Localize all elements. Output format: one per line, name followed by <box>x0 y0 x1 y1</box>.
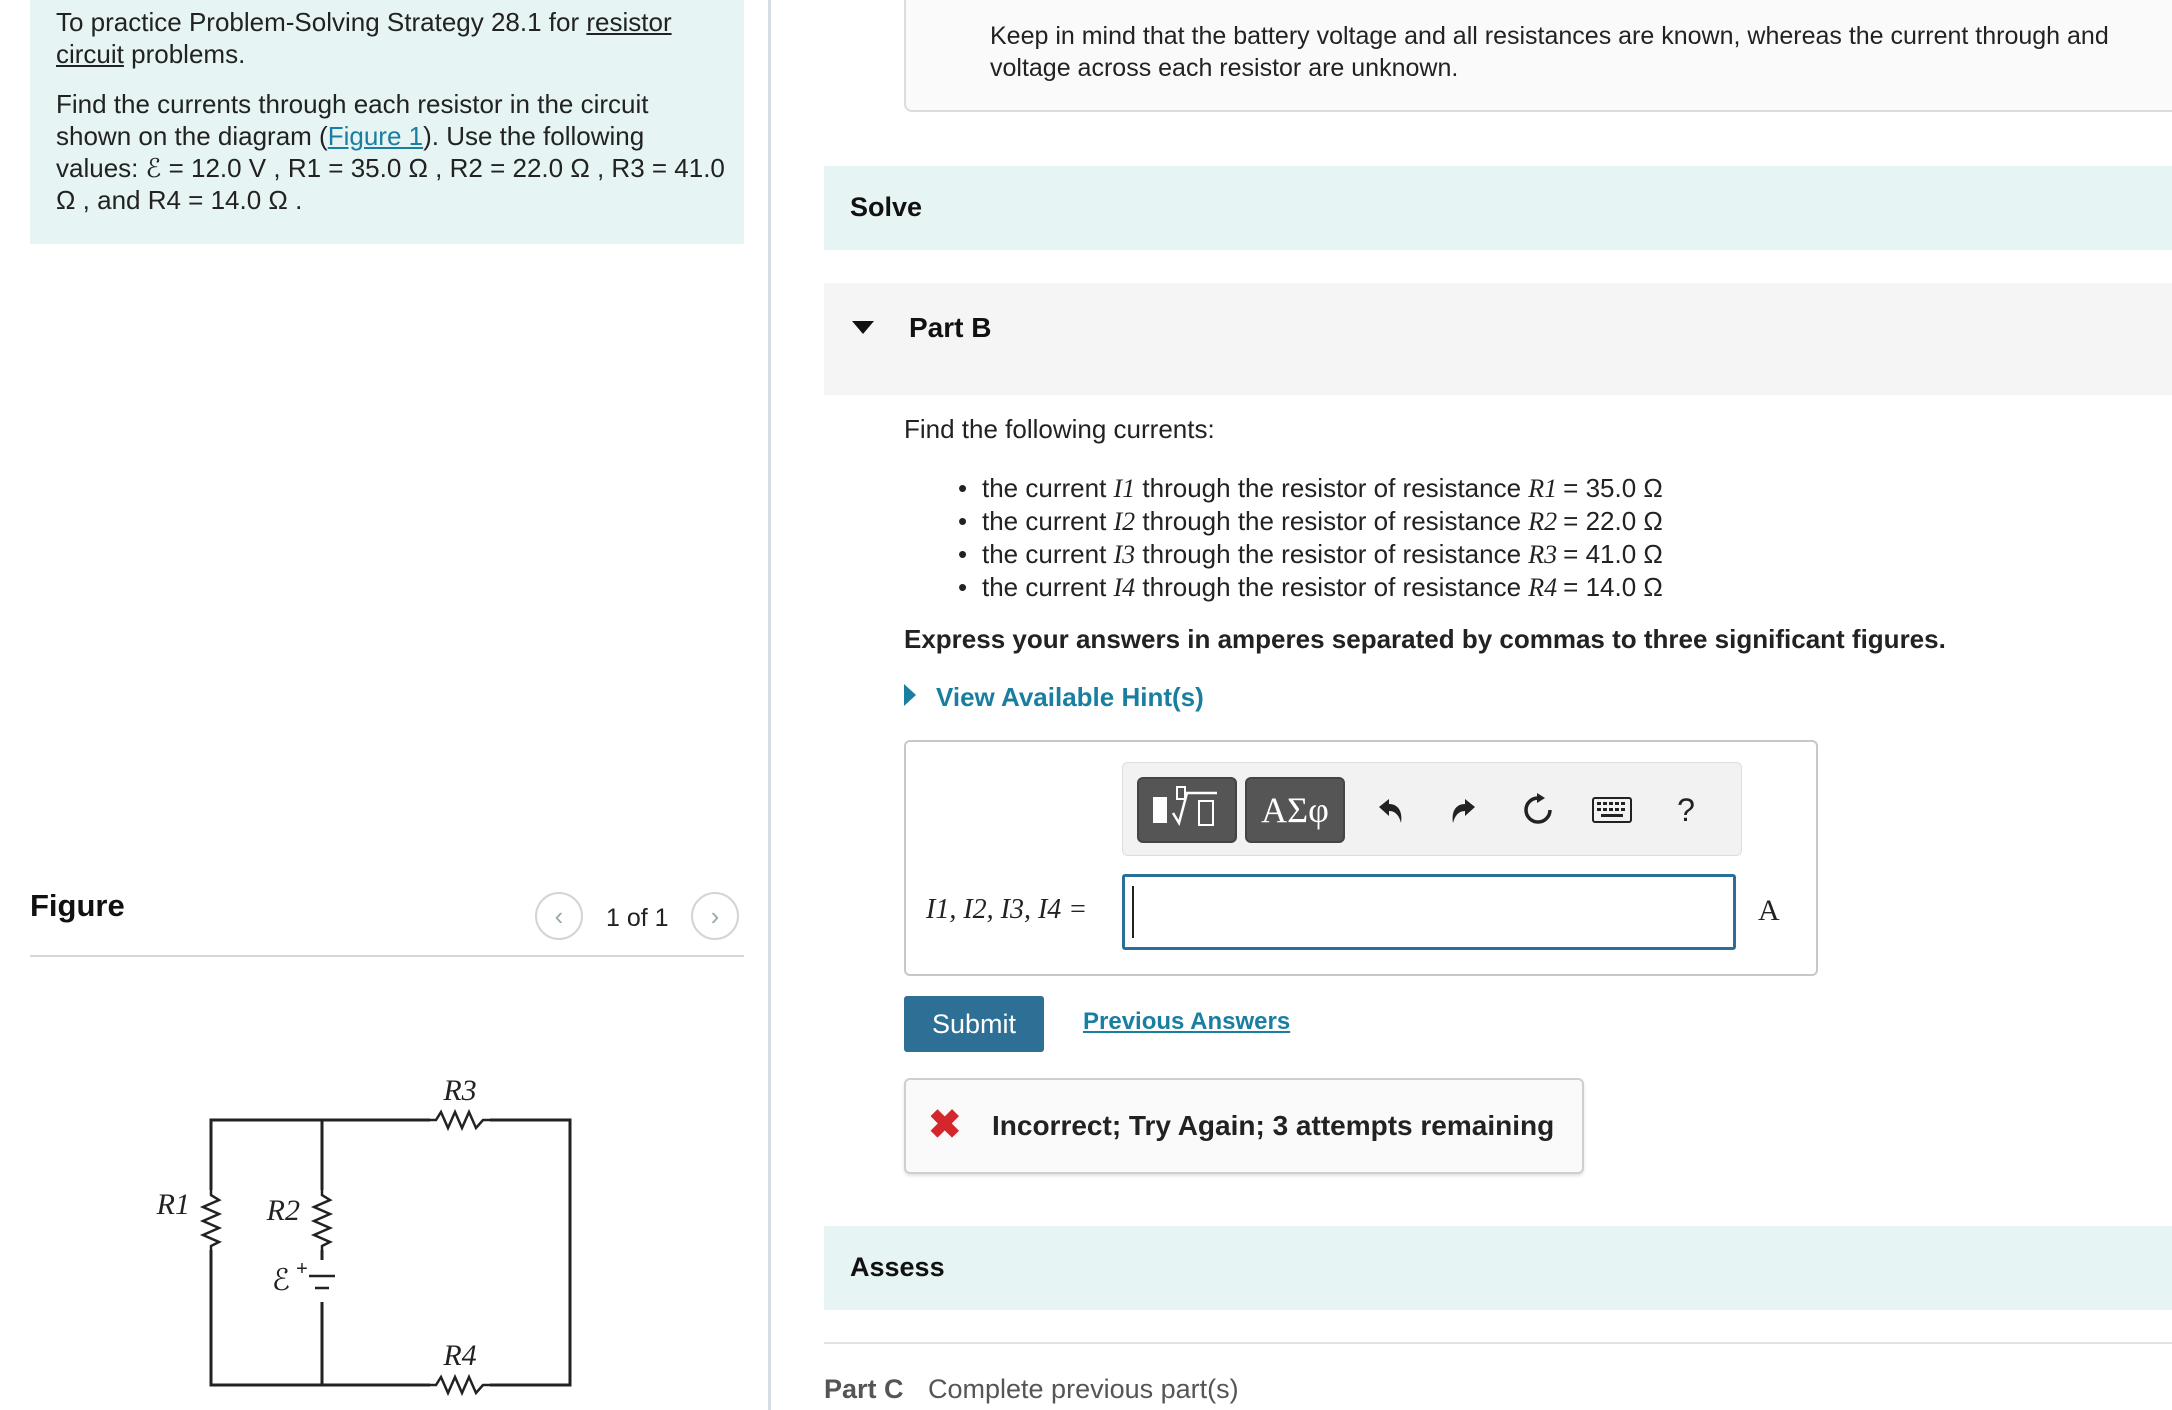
part-b-header[interactable] <box>824 283 2172 395</box>
redo-icon <box>1447 793 1481 827</box>
caret-down-icon[interactable] <box>852 321 874 334</box>
answer-instruction: Express your answers in amperes separated by commas to three significant figures. <box>904 624 1946 654</box>
previous-answers-link[interactable]: Previous Answers <box>1083 1008 1291 1035</box>
keep-in-mind-card <box>904 0 2172 112</box>
keyboard-icon <box>1592 797 1632 823</box>
label-r4: R4 <box>443 1339 477 1372</box>
part-c-status: Complete previous part(s) <box>928 1374 1239 1404</box>
given-values: ℰ = 12.0 V , R1 = 35.0 Ω , R2 = 22.0 Ω , R3 = 41.0 Ω , and R4 = 14.0 Ω . <box>56 153 725 215</box>
problem-intro <box>30 0 744 244</box>
undo-icon <box>1373 793 1407 827</box>
undo-button[interactable] <box>1363 783 1417 837</box>
help-button[interactable]: ? <box>1677 791 1695 828</box>
circuit-frame-wire <box>211 1120 570 1385</box>
reset-icon <box>1520 792 1556 828</box>
figure-next-button[interactable] <box>691 892 739 940</box>
circuit-diagram <box>140 1060 600 1410</box>
keep-in-mind-text: Keep in mind that the battery voltage and all resistances are known, whereas the current through and voltage across each resistor are unknown. <box>990 22 2109 82</box>
unit-label: A <box>1758 894 1780 927</box>
label-emf: ℰ <box>271 1264 290 1297</box>
assess-section-header <box>824 1226 2172 1310</box>
redo-button[interactable] <box>1437 783 1491 837</box>
feedback-message <box>904 1078 1584 1174</box>
resistor-circuit-link[interactable]: resistor circuit <box>56 7 672 69</box>
label-plus: + <box>296 1258 308 1280</box>
label-r3: R3 <box>443 1074 477 1107</box>
intro-find-text: Find the currents through each resistor in the circuit shown on the diagram (Figure 1). Use the following values: ℰ = 12.0 V , R1 = 35.0 Ω , R2 = 22.0 Ω , R3 = 41.0 Ω , and R4 = 14.0 Ω . <box>56 89 725 215</box>
figure-prev-button[interactable] <box>535 892 583 940</box>
chevron-left-icon: ‹ <box>554 900 564 931</box>
answer-input[interactable] <box>1122 874 1736 950</box>
submit-button[interactable]: Submit <box>904 996 1044 1052</box>
chevron-right-icon: › <box>710 900 720 931</box>
feedback-text: Incorrect; Try Again; 3 attempts remaining <box>992 1110 1555 1141</box>
templates-button[interactable] <box>1137 777 1237 843</box>
math-toolbar <box>1122 762 1742 856</box>
figure-divider <box>30 955 744 957</box>
problem-panel <box>0 0 770 1410</box>
solve-label: Solve <box>850 192 923 222</box>
assess-label: Assess <box>850 1252 945 1282</box>
current-item: • the current I1 through the resistor of resistance R1 = 35.0 Ω <box>958 472 1663 505</box>
part-c-title: Part C <box>824 1374 904 1404</box>
part-b-title: Part B <box>909 312 992 343</box>
view-hints-link[interactable]: View Available Hint(s) <box>936 682 1204 712</box>
greek-symbols-button[interactable]: ΑΣφ <box>1245 777 1345 843</box>
label-r1: R1 <box>156 1188 190 1221</box>
close-icon: ✖ <box>928 1103 962 1147</box>
reset-button[interactable] <box>1511 783 1565 837</box>
label-r2: R2 <box>266 1194 300 1227</box>
figure-counter: 1 of 1 <box>606 904 669 932</box>
keyboard-button[interactable] <box>1585 783 1639 837</box>
current-item: • the current I4 through the resistor of resistance R4 = 14.0 Ω <box>958 571 1663 604</box>
intro-strategy-text: To practice Problem-Solving Strategy 28.1 for resistor circuit problems. <box>56 7 672 69</box>
templates-icon <box>1139 779 1235 841</box>
panel-divider[interactable] <box>768 0 771 1410</box>
current-item: • the current I3 through the resistor of resistance R3 = 41.0 Ω <box>958 538 1663 571</box>
currents-list <box>958 472 1663 604</box>
part-c-divider <box>824 1342 2172 1344</box>
figure-1-link[interactable]: Figure 1 <box>327 121 424 151</box>
caret-right-icon[interactable] <box>904 684 916 706</box>
figure-heading: Figure <box>30 888 125 923</box>
current-item: • the current I2 through the resistor of resistance R2 = 22.0 Ω <box>958 505 1663 538</box>
text-cursor <box>1132 886 1134 938</box>
answer-variables-label: I1, I2, I3, I4 = <box>926 894 1088 925</box>
part-b-prompt: Find the following currents: <box>904 414 1215 444</box>
solve-section-header <box>824 166 2172 250</box>
